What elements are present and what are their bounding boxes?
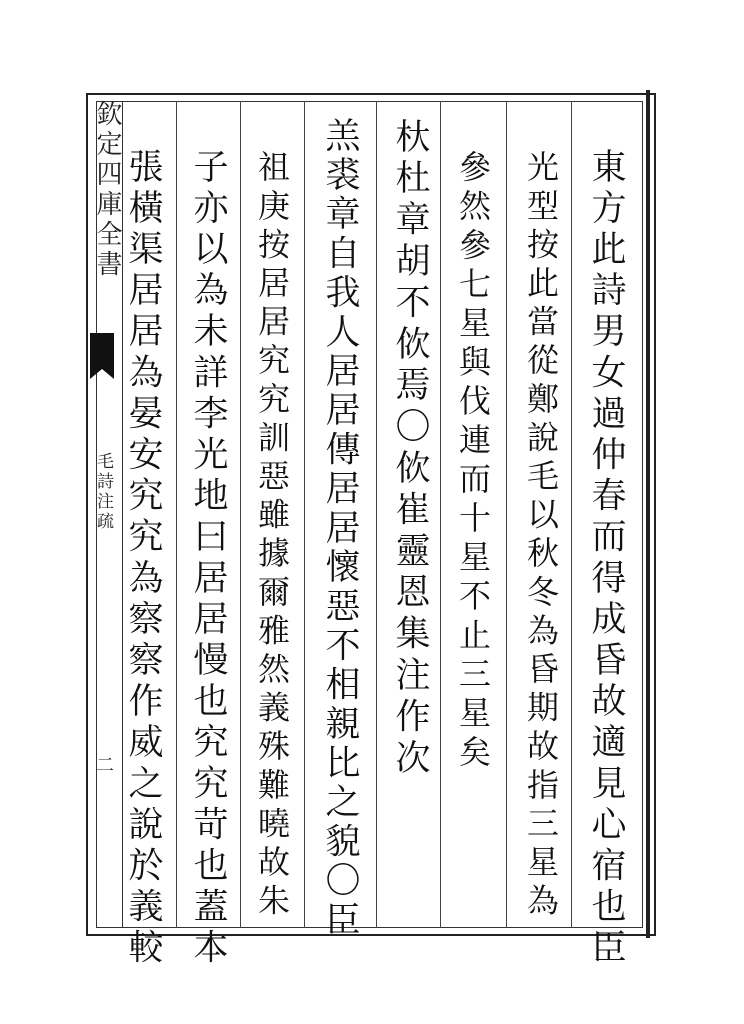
column-rule xyxy=(176,101,177,928)
text-column-1: 東方此詩男女過仲春而得成昏故適見心宿也臣 xyxy=(586,148,626,970)
column-rule xyxy=(571,101,572,928)
text-column-4: 杕杜章胡不佽焉〇佽崔靈恩集注作次 xyxy=(390,118,430,781)
text-column-5: 羔裘章自我人居居傳居居懷惡不相親比之貌〇臣 xyxy=(320,117,360,941)
text-column-6: 祖庚按居居究究訓惡雖據爾雅然義殊難曉故朱 xyxy=(253,150,291,922)
page-edge-rule xyxy=(646,90,650,938)
column-rule xyxy=(376,101,377,928)
column-rule xyxy=(304,101,305,928)
text-column-7: 子亦以為未詳李光地曰居居慢也究究苛也蓋本 xyxy=(188,148,228,970)
gutter-section-title: 毛詩注疏 xyxy=(93,452,113,532)
gutter-book-title: 欽定四庫全書 xyxy=(92,100,122,280)
text-column-3: 參然參七星與伐連而十星不止三星矣 xyxy=(454,150,492,774)
text-column-2: 光型按此當從鄭說毛以秋冬為昏期故指三星為 xyxy=(522,150,560,922)
text-column-8: 張橫渠居居為晏安究究為察察作威之說於義較 xyxy=(123,148,163,970)
fishtail-mark xyxy=(90,333,114,369)
page-inner-border xyxy=(93,101,643,928)
column-rule xyxy=(440,101,441,928)
column-rule xyxy=(240,101,241,928)
column-rule xyxy=(506,101,507,928)
gutter-page-number: 二 xyxy=(93,755,114,773)
